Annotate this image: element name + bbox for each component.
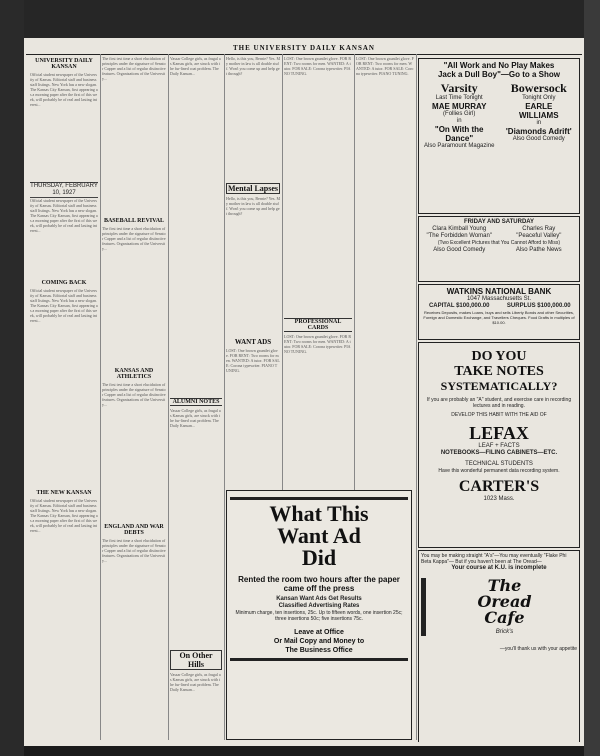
divider (230, 658, 408, 661)
other-hills-heading: On Other Hills (170, 650, 222, 670)
oread-cafe-ad (418, 550, 580, 742)
bowersock-listing (501, 95, 577, 150)
editorial-headline: COMING BACK (41, 280, 87, 286)
masthead: THE UNIVERSITY DAILY KANSAN (26, 44, 582, 55)
tonight-only: Tonight Only (522, 95, 556, 101)
want-ads-text: LOST: One brown gauntlet glove. FOR RENT: Two rooms for men. WANTED: A tutor. FOR SALE: Corona typewriter. PIANO TUNING. (226, 348, 280, 373)
extra-feature: Also Paramount Magazine (424, 143, 495, 149)
promo-title-line: Want Ad (277, 523, 361, 548)
in-label: in (536, 120, 542, 126)
varsity-listing (421, 95, 497, 150)
bowersock-theater: Bowersock (510, 81, 567, 95)
alumni-notes-heading: ALUMNI NOTES (170, 398, 222, 406)
carters-address: 1023 Mass. (483, 496, 515, 502)
lefax-tagline: LEAF + FACTS (478, 443, 520, 449)
article-headline: ENGLAND AND WAR DEBTS (104, 524, 164, 536)
editorial-text: Official student newspaper of the University of Kansas. Editorial staff and business staff listings. New York has a new slogan. The Kansas City Kansan, first appearing as a morning paper after the first of this week, will probably be of real and lasting interest... (30, 198, 98, 233)
ad-headline: DO YOU (471, 349, 527, 364)
lefax-brand: LEFAX (469, 423, 529, 443)
lefax-ad (418, 342, 580, 548)
promo-title-line: What This (269, 501, 369, 526)
ad-tagline: —you'll thank us with your appetite (499, 646, 577, 652)
article-text: The first test time a short elucidation of principles under the signature of Senator Capper and a list of regular distinctive features. Organizations of the University... (102, 538, 166, 563)
bank-address: 1047 Massachusetts St. (466, 296, 532, 302)
promo-title-line: Did (301, 545, 337, 570)
humor-column (226, 56, 280, 486)
date-line: THURSDAY, FEBRUARY 10, 1927 (30, 183, 98, 196)
classifieds-column (284, 56, 352, 486)
bank-surplus: SURPLUS $100,000.00 (506, 303, 571, 309)
column-rule (100, 54, 101, 740)
want-ad-promo-box (226, 490, 412, 740)
cafe-owner: Brick's (495, 629, 514, 635)
article-headline: KANSAS AND ATHLETICS (114, 368, 154, 380)
classified-text: LOST: One brown gauntlet glove. FOR RENT: Two rooms for men. WANTED: A tutor. FOR SALE: Corona typewriter. PIANO TUNING. (284, 56, 352, 76)
rates-heading: Classified Advertising Rates (278, 603, 360, 609)
lefax-products: NOTEBOOKS—FILING CABINETS—ETC. (440, 450, 558, 456)
film-title: 'Diamonds Adrift' (505, 127, 572, 136)
article-text: Vassar College girls, as frugal as Kansas girls, are struck with the fur-lined coat problem. The Daily Kansan... (170, 672, 221, 692)
star-name: Charles Ray (522, 226, 556, 232)
show-banner: Jack a Dull Boy"—Go to a Show (437, 70, 561, 79)
classified-text: LOST: One brown gauntlet glove. FOR RENT: Two rooms for men. WANTED: A tutor. FOR SALE: Corona typewriter. PIANO TUNING. (356, 56, 414, 76)
editorial-headline: THE NEW KANSAN (36, 490, 92, 496)
ad-note: (Two Excellent Pictures that You Cannot Afford to Miss) (437, 240, 561, 246)
article-text: Vassar College girls, as frugal as Kansas girls, are struck with the fur-lined coat problem. The Daily Kansan... (170, 408, 221, 428)
ad-body: DEVELOP THIS HABIT WITH THE AID OF (451, 412, 547, 418)
editorial-text: Official student newspaper of the University of Kansas. Editorial staff and business staff listings. New York has a new slogan. The Kansas City Kansan, first appearing as a morning paper after the first of this week, will probably be of real and lasting interest... (30, 288, 98, 323)
article-text: The first test time a short elucidation of principles under the signature of Senator Capper and a list of regular distinctive features. Organizations of the University... (102, 226, 166, 251)
article-text: The first test time a short elucidation of principles under the signature of Senator Capper and a list of regular distinctive features. Organizations of the University... (102, 382, 166, 407)
leave-at-office: Leave at Office (294, 629, 344, 636)
advertisements (418, 56, 580, 742)
weekend-ad (418, 216, 580, 282)
in-label: in (456, 118, 462, 124)
want-ads-heading: WANT ADS (234, 338, 272, 346)
scan-right-edge (584, 0, 600, 756)
varsity-theater: Varsity (440, 81, 478, 95)
bank-name: WATKINS NATIONAL BANK (446, 287, 552, 296)
article-text: Hello, is this you, Bernie? Yes. My mother in law is all double stuff. Won't you come up and help get through? (226, 196, 280, 216)
classifieds-column-2 (356, 56, 414, 486)
staff-listing: Official student newspaper of the University of Kansas. Editorial staff and business staff listings. New York has a new slogan. The Kansas City Kansan, first appearing as a morning paper after the first of this week, will probably be of real and lasting interest... (30, 72, 98, 107)
column-rule (416, 54, 417, 740)
ad-body: If you are probably an "A" student, and exercise care in recording lectures and in reading. (426, 397, 572, 409)
star-name: MAE MURRAY (432, 102, 487, 111)
ad-body: Your course at K.U. is incomplete (451, 565, 547, 571)
classified-text: LOST: One brown gauntlet glove. FOR RENT: Two rooms for men. WANTED: A tutor. FOR SALE: Corona typewriter. PIANO TUNING. (284, 334, 352, 354)
star-name: Clara Kimball Young (432, 226, 487, 232)
ad-subheading: TECHNICAL STUDENTS (465, 461, 533, 467)
column-rule (168, 54, 169, 740)
extra-feature: Also Good Comedy (512, 136, 565, 142)
scan-top-border (24, 0, 584, 38)
news-column (102, 56, 166, 740)
mental-lapses-heading: Mental Lapses (228, 184, 278, 193)
promo-body: Rented the room two hours after the paper came off the press (238, 575, 400, 593)
editorial-text: Official student newspaper of the University of Kansas. Editorial staff and business staff listings. New York has a new slogan. The Kansas City Kansan, first appearing as a morning paper after the first of this week, will probably be of real and lasting interest... (30, 498, 98, 533)
extra-feature: Also Pathe News (515, 247, 562, 253)
bank-capital: CAPITAL $100,000.00 (428, 303, 490, 309)
article-text: Hello, is this you, Bernie? Yes. My mother in law is all double stuff. Won't you come up and help get through? (226, 56, 280, 76)
divider (421, 578, 426, 636)
ad-body: You may be making straight "A's"—You may eventually "Flake Phi Beta Kappa"— But if you haven't been at The Oread— (421, 553, 567, 565)
theater-ad (418, 58, 580, 214)
article-headline: BASEBALL REVIVAL (103, 218, 165, 224)
film-title: "On With the Dance" (434, 125, 484, 143)
fri-sat-heading: FRIDAY AND SATURDAY (463, 219, 535, 225)
film-title: "Peaceful Valley" (516, 233, 562, 239)
last-time-tonight: Last Time Tonight (435, 95, 483, 101)
cafe-name: The (487, 576, 522, 595)
bank-text: Receives Deposits, makes Loans, buys and sells Liberty Bonds and other Securities, Foreign and Domestic Exchange, and Travellers Cheques. Food Drafts in multiples of $10.00. (423, 310, 575, 325)
ad-body: Have this wonderful permanent data recording system. (438, 468, 560, 474)
star-name: EARLE (525, 102, 553, 111)
article-text: The first test time a short elucidation of principles under the signature of Senator Capper and a list of regular distinctive features. Organizations of the University... (102, 56, 166, 81)
rates-text: Minimum charge, ten insertions, 25c. Up to fifteen words, one insertion 25c; three insertions 50c; five insertions 75c. (235, 610, 403, 622)
extra-feature: Also Good Comedy (433, 247, 486, 253)
binding-spine (0, 0, 24, 756)
star-note: (Follies Girl) (443, 111, 476, 117)
cafe-name: Cafe (484, 608, 525, 627)
article-text: Vassar College girls, as frugal as Kansas girls, are struck with the fur-lined coat problem. The Daily Kansan... (170, 56, 221, 76)
promo-sub: Kansan Want Ads Get Results (276, 596, 362, 602)
carters-store: CARTER'S (458, 478, 540, 495)
star-name: WILLIAMS (519, 111, 559, 120)
mail-copy: Or Mail Copy and Money to (273, 638, 365, 645)
bank-ad (418, 284, 580, 340)
ad-headline: SYSTEMATICALLY? (440, 379, 558, 393)
column-rule (224, 54, 225, 740)
business-office: The Business Office (285, 647, 353, 654)
alumni-column (170, 56, 222, 740)
professional-cards-heading: PROFESSIONAL CARDS (284, 318, 352, 332)
cafe-name: Oread (477, 592, 532, 611)
nameplate: UNIVERSITY DAILY KANSAN (35, 58, 93, 70)
film-title: "The Forbidden Woman" (426, 233, 492, 239)
divider (230, 497, 408, 500)
show-banner: "All Work and No Play Makes (443, 61, 555, 70)
editorial-column (30, 56, 98, 740)
ad-headline: TAKE NOTES (454, 364, 544, 379)
